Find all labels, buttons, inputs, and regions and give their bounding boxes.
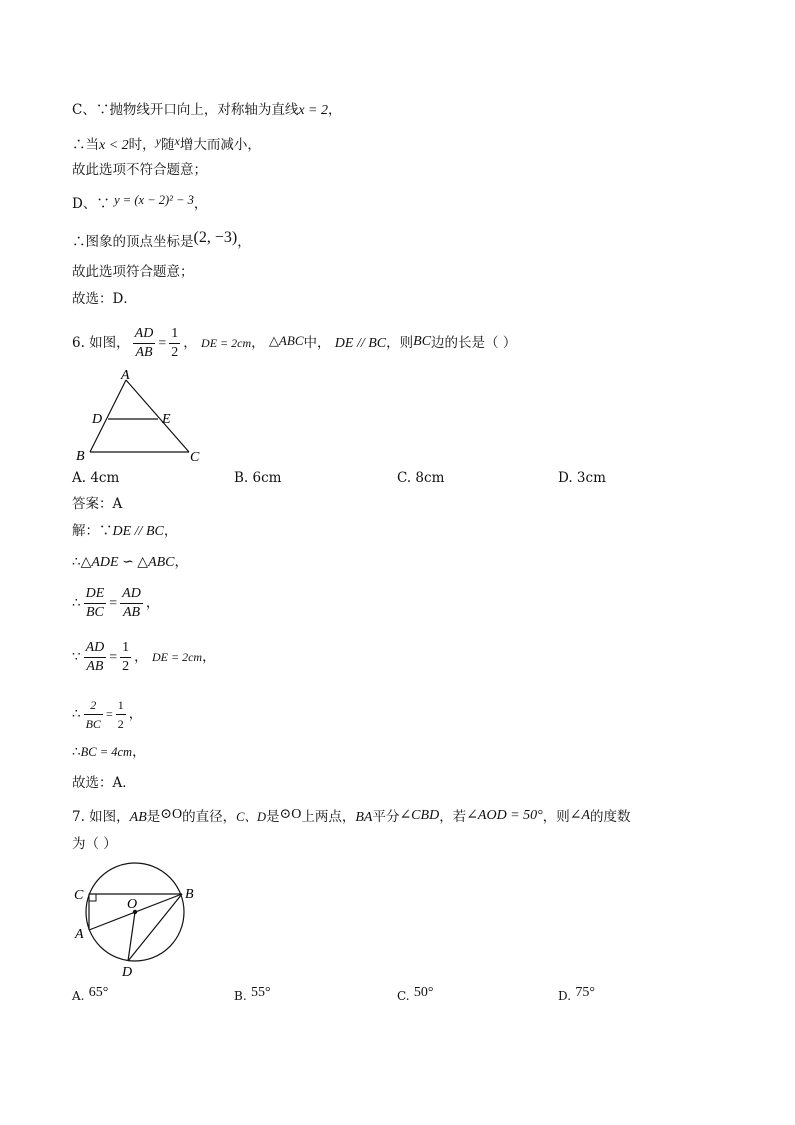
- label-b: B: [76, 449, 85, 464]
- line-d-conclusion: 故此选项符合题意；: [72, 264, 194, 280]
- q6-option-d[interactable]: D. 3cm: [558, 470, 606, 486]
- label-d: D: [92, 412, 103, 427]
- triangle-figure: [72, 368, 212, 468]
- right-angle-mark: [89, 894, 96, 901]
- q6-solution-step1: 解：∵DE // BC，: [72, 523, 178, 539]
- label-c: C: [190, 450, 200, 465]
- line-c-conclusion: 故此选项不符合题意；: [72, 162, 207, 178]
- label-a: A: [121, 368, 130, 383]
- line-d-vertex: ∴图象的顶点坐标是(2, −3)，: [72, 229, 251, 250]
- q6-solution-step4: ∵ $\frac{AD}{AB}$ = $\frac{1}{2}$ ， DE = 2cm，: [72, 640, 216, 674]
- question-7-stem-line2: 为（ ）: [72, 836, 117, 852]
- q6-solution-step2: ∴△ADE ∽ △ABC，: [72, 554, 189, 570]
- q6-option-a[interactable]: A. 4cm: [72, 470, 120, 486]
- label-e: E: [162, 412, 171, 427]
- q6-answer: 答案：A: [72, 496, 123, 512]
- q7-option-c[interactable]: C. 50°: [397, 985, 434, 1003]
- q6-solution-step3: ∴ $\frac{DE}{BC}$ = $\frac{AD}{AB}$ ，: [72, 586, 160, 620]
- label-c: C: [74, 888, 84, 903]
- label-a: A: [75, 927, 84, 942]
- q6-option-b[interactable]: B. 6cm: [234, 470, 282, 486]
- q6-option-c[interactable]: C. 8cm: [397, 470, 445, 486]
- line-d-choice: 故选：D．: [72, 291, 137, 307]
- line-d-given: D、∵ y = (x − 2)² − 3，: [72, 193, 208, 212]
- circle-figure: [72, 860, 212, 982]
- q6-solution-choice: 故选：A．: [72, 775, 136, 791]
- question-7-stem: 7. 如图，AB是⊙O的直径，C、D是⊙O上两点，BA平分∠CBD，若∠AOD = 50°，则∠A的度数: [72, 807, 631, 825]
- line-c-intro: C、∵抛物线开口向上，对称轴为直线x = 2，: [72, 102, 342, 118]
- label-o: O: [127, 897, 138, 912]
- q7-option-a[interactable]: A. 65°: [72, 985, 109, 1003]
- label-b: B: [185, 887, 194, 902]
- q6-solution-step6: ∴BC = 4cm，: [72, 744, 146, 760]
- label-d: D: [122, 965, 133, 980]
- q6-solution-step5: ∴ $\frac{2}{BC}$ = $\frac{1}{2}$ ，: [72, 698, 143, 731]
- line-c-monotonic: ∴当x < 2时，y随x增大而减小，: [72, 134, 261, 153]
- segment-ac: [126, 380, 189, 452]
- q7-option-d[interactable]: D. 75°: [558, 985, 595, 1003]
- question-6-stem: 6. 如图， $\frac{AD}{AB}$ = $\frac{1}{2}$ ， DE = 2cm， △ABC中， DE // BC，则BC边的长是（ ）: [72, 326, 517, 360]
- fraction-ad-ab: $\frac{AD}{AB}$: [134, 326, 154, 360]
- q7-option-b[interactable]: B. 55°: [234, 985, 271, 1003]
